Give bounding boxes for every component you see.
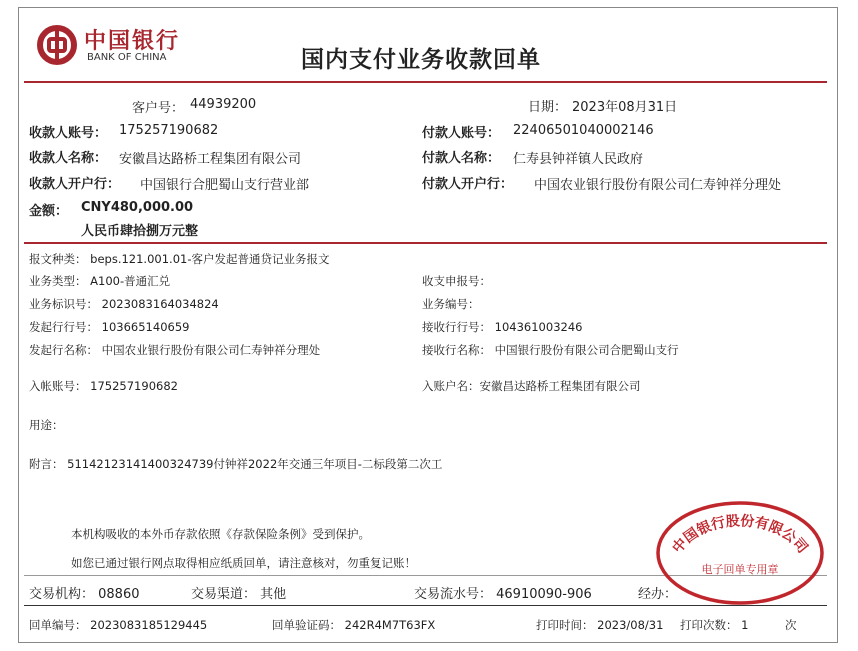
trade-channel: 交易渠道： 其他 xyxy=(191,587,287,602)
electronic-receipt-seal xyxy=(654,495,826,605)
purpose: 用途： xyxy=(29,418,64,432)
payer-account-value: 22406501040002146 xyxy=(513,123,654,138)
date-value: 2023年08月31日 xyxy=(572,100,678,115)
remark: 附言： 5114212314140032473​9付钟祥2022年交通三年项目-二标段第二次工 xyxy=(29,457,443,471)
send-bank-no: 发起行行号： 103665140659 xyxy=(29,320,190,334)
amount-in-words: 人民币肆拾捌万元整 xyxy=(81,224,199,239)
payer-bank-value: 中国农业银行股份有限公司仁寿钟祥分理处 xyxy=(534,178,782,193)
print-count: 打印次数： 1 xyxy=(680,618,749,632)
bank-of-china-logo-icon xyxy=(36,24,78,66)
payer-account-label: 付款人账号： xyxy=(422,126,501,141)
notice-deposit-insurance: 本机构吸收的本外币存款依照《存款保险条例》受到保护。 xyxy=(71,527,370,541)
amount-divider xyxy=(24,242,827,244)
logo-english-text: BANK OF CHINA xyxy=(87,52,167,63)
print-count-unit: 次 xyxy=(785,618,797,632)
header-divider xyxy=(24,81,827,83)
in-account: 入帐账号： 175257190682 xyxy=(29,379,178,393)
seal-bottom-text: 电子回单专用章 xyxy=(701,563,779,576)
msg-type: 报文种类： beps.121.001.01-客户发起普通贷记业务报文 xyxy=(29,252,330,266)
amount-value: CNY480,000.00 xyxy=(81,200,194,215)
notice-no-duplicate: 如您已通过银行网点取得相应纸质回单，请注意核对，勿重复记账！ xyxy=(71,556,416,570)
trade-serial: 交易流水号： 46910090-906 xyxy=(414,587,592,602)
recv-apply-no: 收支申报号： xyxy=(422,274,491,288)
send-bank-name: 发起行名称： 中国农业银行股份有限公司仁寿钟祥分理处 xyxy=(29,343,321,357)
payee-name-label: 收款人名称： xyxy=(29,151,108,166)
seal-top-text: 中国银行股份有限公司 xyxy=(669,513,811,557)
recv-bank-name: 接收行名称： 中国银行股份有限公司合肥蜀山支行 xyxy=(422,343,679,357)
payer-bank-label: 付款人开户行： xyxy=(422,177,514,192)
biz-id: 业务标识号： 2023083164034824 xyxy=(29,297,219,311)
biz-type: 业务类型： A100-普通汇兑 xyxy=(29,274,171,288)
print-time: 打印时间： 2023/08/31 xyxy=(536,618,664,632)
logo-chinese-text: 中国银行 xyxy=(84,29,181,54)
amount-label: 金额： xyxy=(29,204,69,219)
customer-no-label: 客户号： xyxy=(132,101,185,116)
recv-bank-no: 接收行行号： 104361003246 xyxy=(422,320,583,334)
payee-bank-value: 中国银行合肥蜀山支行营业部 xyxy=(140,178,310,193)
page-title: 国内支付业务收款回单 xyxy=(301,47,541,73)
trade-org: 交易机构： 08860 xyxy=(29,587,140,602)
payee-bank-label: 收款人开户行： xyxy=(29,177,121,192)
payee-name-value: 安徽昌达路桥工程集团有限公司 xyxy=(119,152,302,167)
payee-account-value: 175257190682 xyxy=(119,123,219,138)
in-name: 入账户名：安徽昌达路桥工程集团有限公司 xyxy=(422,379,641,393)
payer-name-value: 仁寿县钟祥镇人民政府 xyxy=(513,152,644,167)
payee-account-label: 收款人账号： xyxy=(29,126,108,141)
biz-no: 业务编号： xyxy=(422,297,480,311)
handler: 经办： xyxy=(638,587,678,602)
date-label: 日期： xyxy=(528,100,568,115)
footer-bottom-divider xyxy=(24,605,827,606)
payer-name-label: 付款人名称： xyxy=(422,151,501,166)
customer-no-value: 44939200 xyxy=(190,97,257,112)
verify-code: 回单验证码： 242R4M7T63FX xyxy=(272,618,436,632)
receipt-no: 回单编号： 2023083185129445 xyxy=(29,618,208,632)
